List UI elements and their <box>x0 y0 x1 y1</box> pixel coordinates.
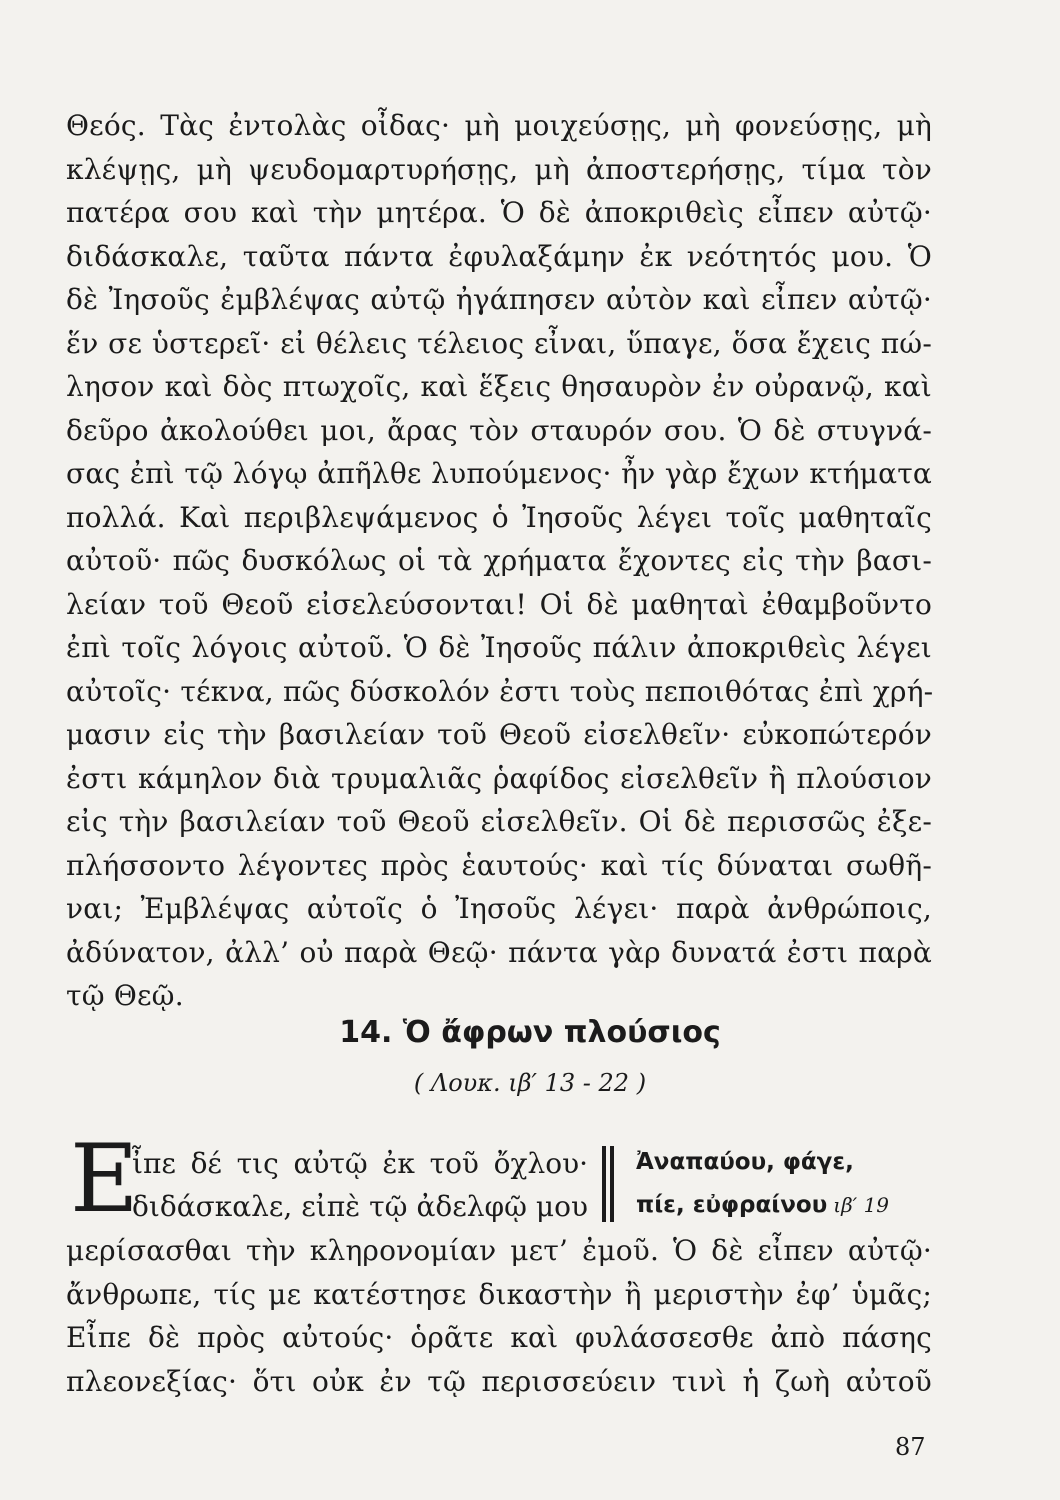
text-line: μερίσασθαι τὴν κληρονομίαν μετ’ ἐμοῦ. Ὁ δὲ εἶπεν αὐτῷ· <box>66 1234 932 1267</box>
text-line: λησον καὶ δὸς πτωχοῖς, καὶ ἕξεις θησαυρὸν ἐν οὐρανῷ, καὶ <box>66 370 932 403</box>
text-line: διδάσκαλε, ταῦτα πάντα ἐφυλαξάμην ἐκ νεότητός μου. Ὁ <box>66 240 932 273</box>
text-line: πλεονεξίας· ὅτι οὐκ ἐν τῷ περισσεύειν τινὶ ἡ ζωὴ αὐτοῦ <box>66 1365 932 1398</box>
text-line: πατέρα σου καὶ τὴν μητέρα. Ὁ δὲ ἀποκριθεὶς εἶπεν αὐτῷ· <box>66 196 932 229</box>
text-line: αὐτοῦ· πῶς δυσκόλως οἱ τὰ χρήματα ἔχοντες εἰς τὴν βασι- <box>66 544 932 577</box>
text-line: ἐστι κάμηλον διὰ τρυμαλιᾶς ῥαφίδος εἰσελθεῖν ἢ πλούσιον <box>66 762 932 795</box>
text-line: μασιν εἰς τὴν βασιλείαν τοῦ Θεοῦ εἰσελθεῖν· εὐκοπώτερόν <box>66 718 932 751</box>
sidenote-verse-ref: ιβ′ 19 <box>833 1193 890 1217</box>
text-line: πολλά. Καὶ περιβλεψάμενος ὁ Ἰησοῦς λέγει τοῖς μαθηταῖς <box>66 501 932 534</box>
sidenote-text: πίε, εὐφραίνου <box>636 1192 828 1218</box>
text-line: κλέψῃς, μὴ ψευδομαρτυρήσῃς, μὴ ἀποστερήσῃς, τίμα τὸν <box>66 153 932 186</box>
text-line: ἐπὶ τοῖς λόγοις αὐτοῦ. Ὁ δὲ Ἰησοῦς πάλιν ἀποκριθεὶς λέγει <box>66 631 932 664</box>
sidenote-line <box>636 1186 936 1224</box>
text-line: τῷ Θεῷ. <box>66 979 184 1012</box>
text-line: ἄνθρωπε, τίς με κατέστησε δικαστὴν ἢ μεριστὴν ἐφ’ ὑμᾶς; <box>66 1278 932 1311</box>
text-line: λείαν τοῦ Θεοῦ εἰσελεύσονται! Οἱ δὲ μαθηταὶ ἐθαμβοῦντο <box>66 588 932 621</box>
scripture-reference: ( Λουκ. ιβ′ 13 - 22 ) <box>413 1069 647 1097</box>
drop-cap: E <box>70 1125 139 1234</box>
text-line: σας ἐπὶ τῷ λόγῳ ἀπῆλθε λυπούμενος· ἦν γὰρ ἔχων κτήματα <box>66 457 932 490</box>
text-line: διδάσκαλε, εἰπὲ τῷ ἀδελφῷ μου <box>132 1190 588 1223</box>
section-heading: 14. Ὁ ἄφρων πλούσιος <box>339 1015 721 1050</box>
text-line: πλήσσοντο λέγοντες πρὸς ἑαυτούς· καὶ τίς δύναται σωθῆ- <box>66 849 932 882</box>
sidenote-rule <box>602 1146 606 1222</box>
text-line: ναι; Ἐμβλέψας αὐτοῖς ὁ Ἰησοῦς λέγει· παρὰ ἀνθρώποις, <box>66 892 932 925</box>
text-line: ἀδύνατον, ἀλλ’ οὐ παρὰ Θεῷ· πάντα γὰρ δυνατά ἐστι παρὰ <box>66 936 932 969</box>
sidenote-rule <box>610 1146 614 1222</box>
text-line: εἰς τὴν βασιλείαν τοῦ Θεοῦ εἰσελθεῖν. Οἱ δὲ περισσῶς ἐξε- <box>66 805 932 838</box>
sidenote-line: Ἀναπαύου, φάγε, <box>636 1149 854 1175</box>
text-line: δὲ Ἰησοῦς ἐμβλέψας αὐτῷ ἠγάπησεν αὐτὸν καὶ εἶπεν αὐτῷ· <box>66 283 932 316</box>
text-line: ἕν σε ὑστερεῖ· εἰ θέλεις τέλειος εἶναι, ὕπαγε, ὅσα ἔχεις πώ- <box>66 327 932 360</box>
text-line: ἶπε δέ τις αὐτῷ ἐκ τοῦ ὄχλου· <box>132 1147 588 1180</box>
text-line: δεῦρο ἀκολούθει μοι, ἄρας τὸν σταυρόν σου. Ὁ δὲ στυγνά- <box>66 414 932 447</box>
text-line: Εἶπε δὲ πρὸς αὐτούς· ὁρᾶτε καὶ φυλάσσεσθε ἀπὸ πάσης <box>66 1321 932 1354</box>
text-line: Θεός. Τὰς ἐντολὰς οἶδας· μὴ μοιχεύσῃς, μὴ φονεύσῃς, μὴ <box>66 109 932 142</box>
text-line: αὐτοῖς· τέκνα, πῶς δύσκολόν ἐστι τοὺς πεποιθότας ἐπὶ χρή- <box>66 675 934 708</box>
page-number: 87 <box>895 1433 926 1461</box>
